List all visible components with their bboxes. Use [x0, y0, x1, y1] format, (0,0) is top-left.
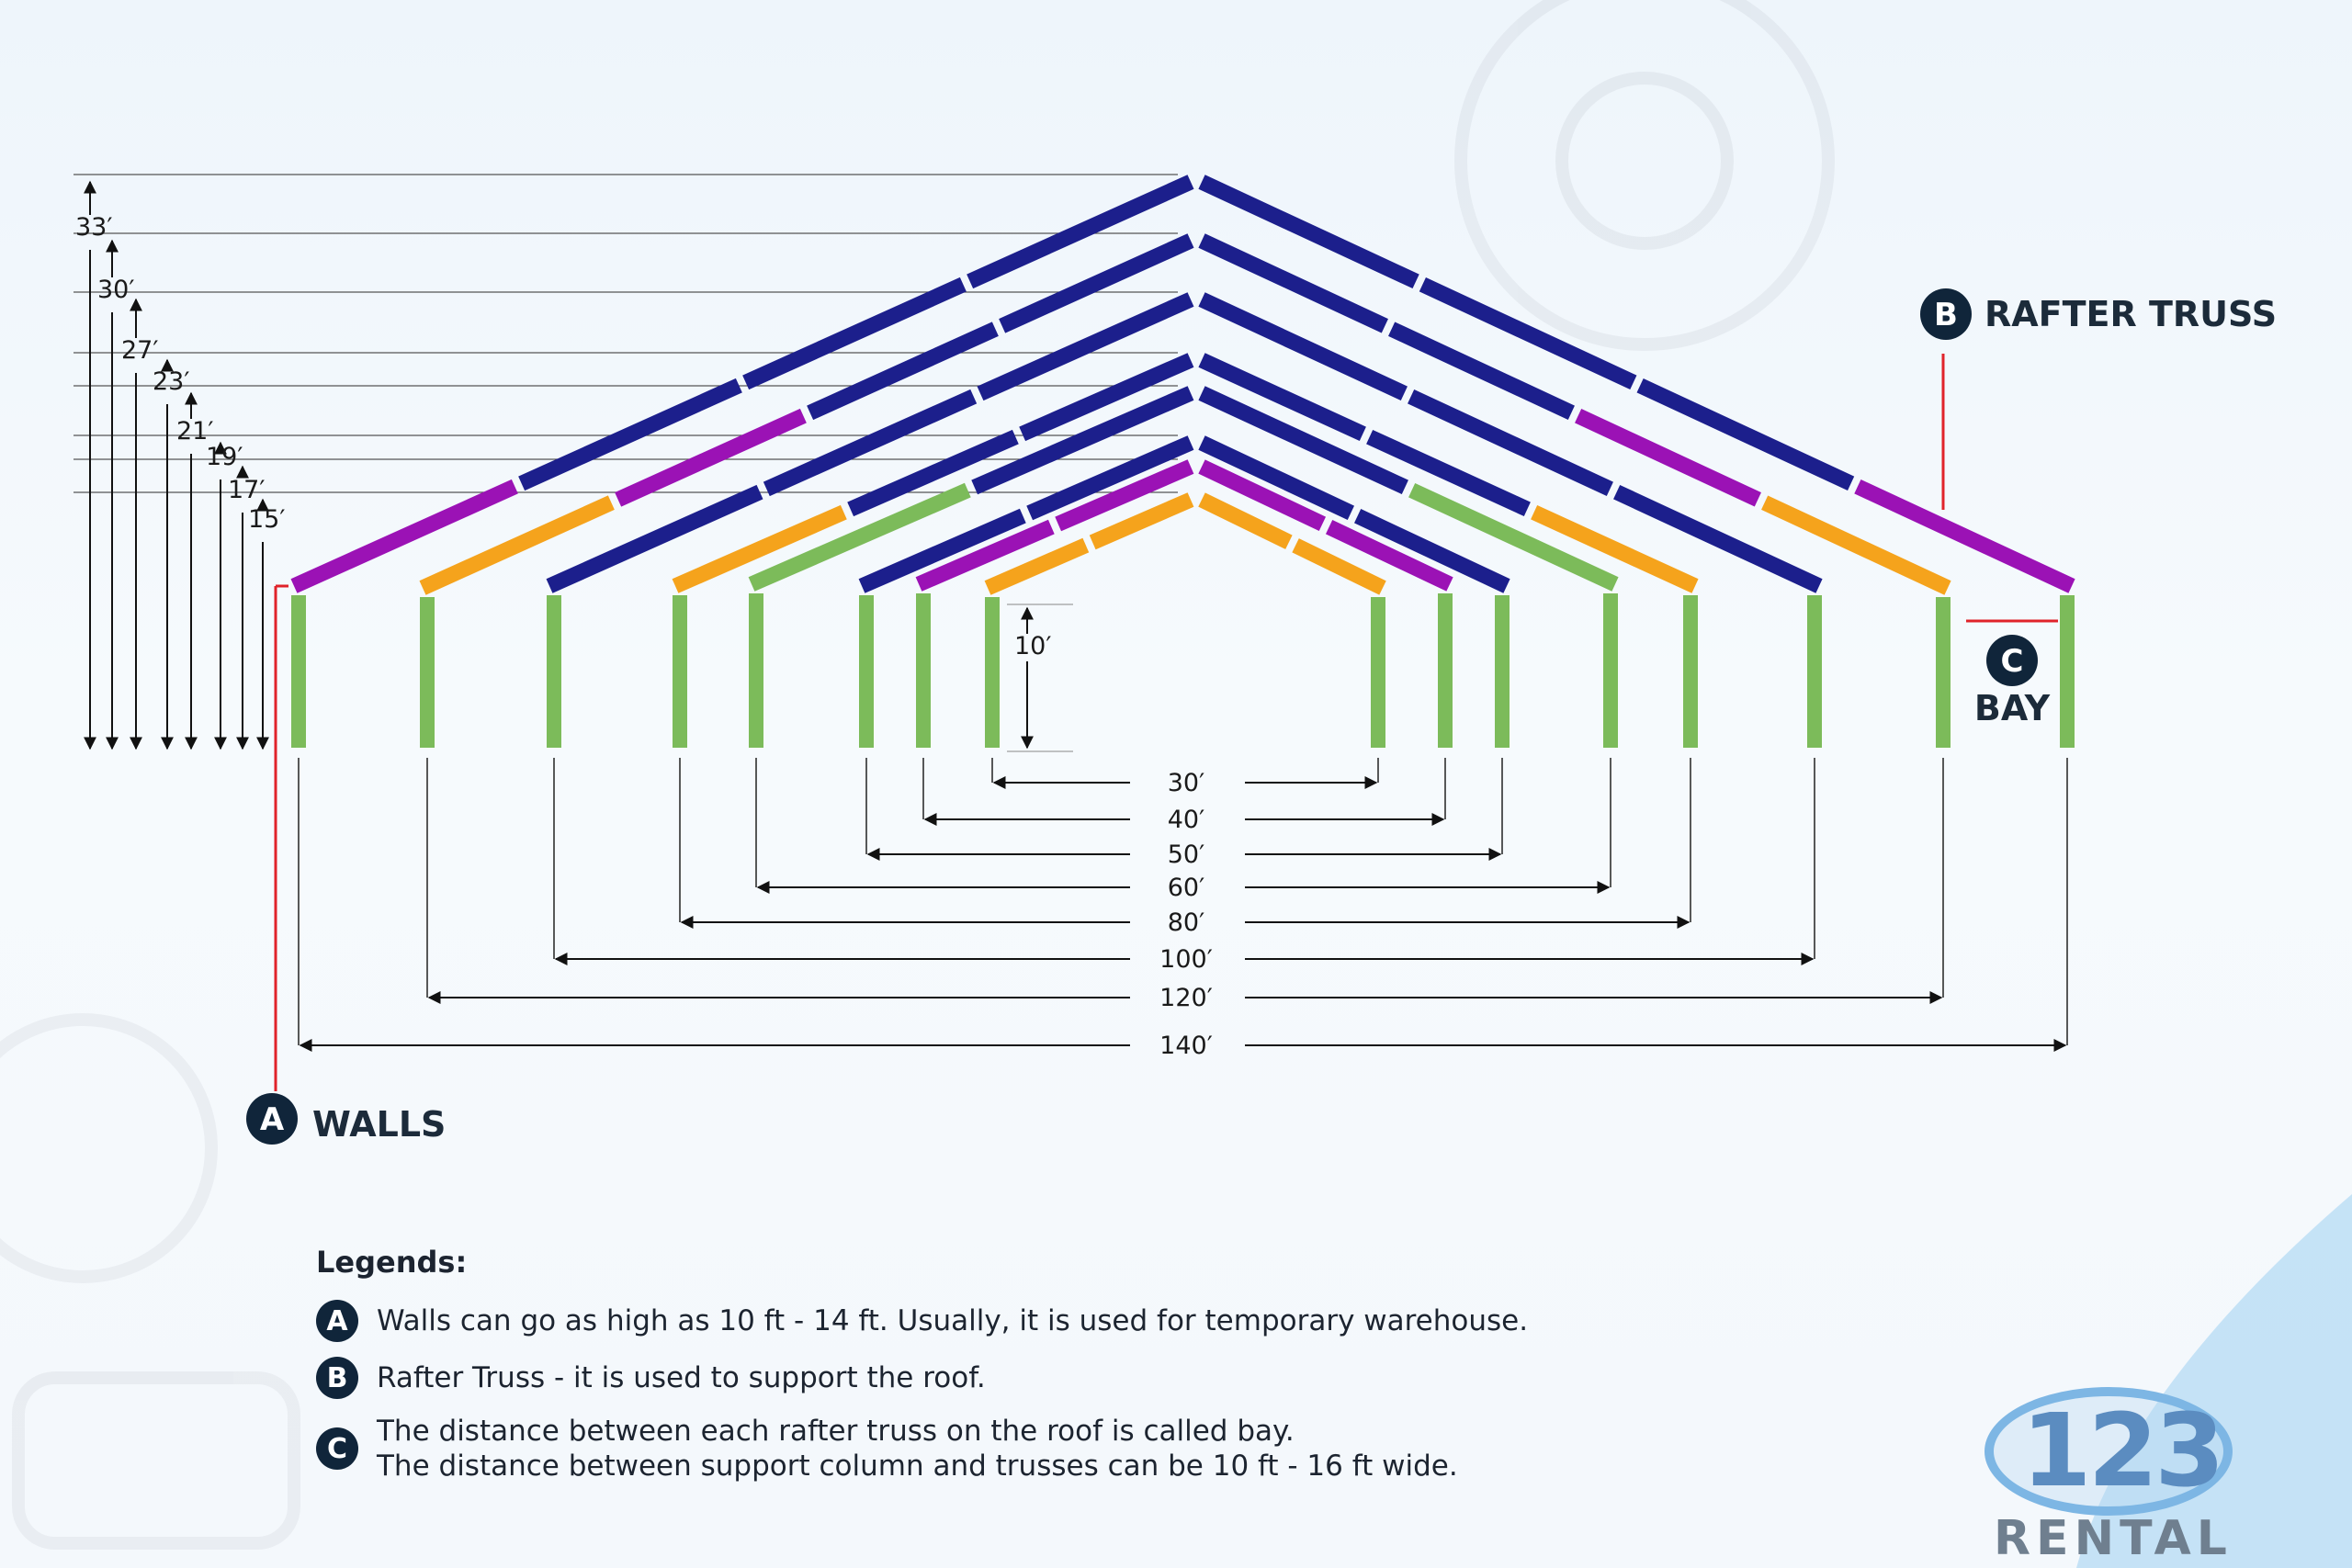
width-label: 120′: [1159, 984, 1213, 1012]
rafter-segment: [549, 492, 760, 586]
walls-label: WALLS: [312, 1104, 447, 1145]
walls-badge-letter: A: [259, 1101, 285, 1138]
legend-text-a: Walls can go as high as 10 ft - 14 ft. Usually, it is used for temporary warehouse.: [377, 1304, 1529, 1337]
bay-badge-letter: C: [2000, 643, 2024, 680]
width-label: 50′: [1167, 840, 1205, 869]
rafter-truss-callout: [1920, 288, 2277, 340]
width-label: 100′: [1159, 945, 1213, 974]
legend-title: Legends:: [316, 1245, 468, 1280]
rafter-segment: [1202, 182, 1416, 281]
height-label: 17′: [228, 476, 266, 504]
legend-item-b: [316, 1357, 1694, 1399]
legend-badge-c: C: [316, 1427, 358, 1470]
rafter-badge-letter: B: [1934, 297, 1958, 333]
height-label: 30′: [97, 276, 135, 304]
legend-text-c-line1: The distance between each rafter truss on the roof is called bay.: [377, 1415, 1295, 1448]
legend-text-b: Rafter Truss - it is used to support the roof.: [377, 1361, 986, 1394]
rafter-segment: [294, 487, 514, 586]
legend-badge-a: A: [316, 1300, 358, 1342]
width-label: 30′: [1167, 769, 1205, 797]
rafter-label: RAFTER TRUSS: [1984, 294, 2278, 334]
height-label: 27′: [121, 336, 159, 365]
bay-callout: [1974, 635, 2051, 728]
height-label: 15′: [248, 505, 286, 534]
logo-number: 123: [2021, 1392, 2222, 1509]
legend-text-c-line2: The distance between support column and trusses can be 10 ft - 16 ft wide.: [377, 1450, 1458, 1483]
rafter-segment: [1640, 386, 1850, 484]
company-logo: [1975, 1378, 2343, 1568]
wall-height-label: 10′: [1014, 632, 1052, 660]
legend-item-a: [316, 1300, 1694, 1342]
rafter-segment: [522, 386, 740, 484]
rafter-segment: [970, 182, 1191, 281]
rafter-segment: [746, 285, 964, 383]
height-label: 19′: [206, 443, 243, 471]
width-label: 60′: [1167, 874, 1205, 902]
legend: [316, 1245, 1694, 1498]
height-label: 23′: [153, 367, 190, 396]
legend-item-c: [316, 1414, 1694, 1483]
dimension-annotations: [75, 182, 2067, 1060]
width-label: 80′: [1167, 908, 1205, 937]
tent-frames: [294, 182, 2072, 748]
legend-badge-b: B: [316, 1357, 358, 1399]
width-label: 140′: [1159, 1032, 1213, 1060]
logo-word: RENTAL: [1994, 1511, 2233, 1566]
height-label: 21′: [176, 417, 214, 446]
walls-callout: [246, 1093, 446, 1145]
rafter-segment: [1858, 487, 2072, 586]
height-label: 33′: [75, 213, 113, 242]
bay-label: BAY: [1973, 688, 2051, 728]
width-label: 40′: [1167, 806, 1205, 834]
